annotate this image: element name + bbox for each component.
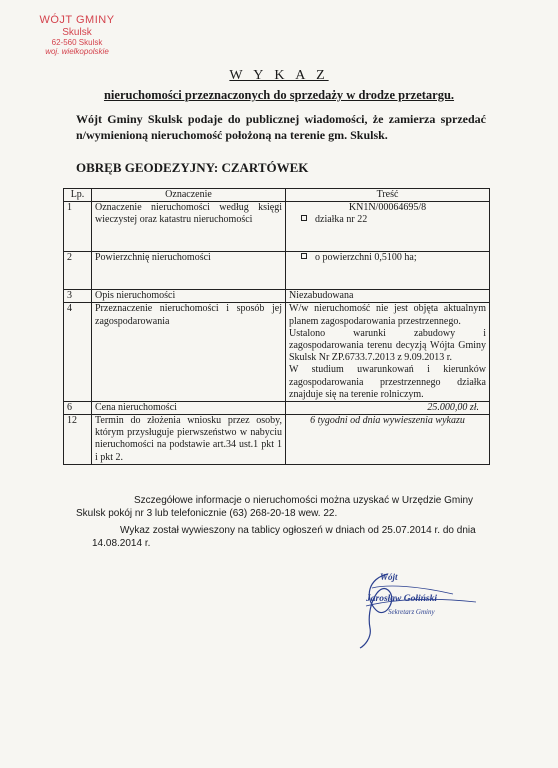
intro-paragraph: Wójt Gminy Skulsk podaje do publicznej wiadomości, że zamierza sprzedać n/wymienioną nieruchomość położoną na terenie gm. Skulsk. xyxy=(76,112,486,142)
property-table xyxy=(63,188,490,465)
row-lp: 3 xyxy=(64,290,92,303)
row-content: Niezabudowana xyxy=(286,290,490,303)
price-value: 25.000,00 zł. xyxy=(286,401,490,414)
section-heading: OBRĘB GEODEZYJNY: CZARTÓWEK xyxy=(76,160,309,175)
land-register-number: KN1N/00064695/8 xyxy=(348,202,427,214)
header-oznaczenie: Oznaczenie xyxy=(92,189,286,202)
signature-block xyxy=(358,568,488,650)
table-row xyxy=(64,290,490,303)
row-lp: 12 xyxy=(64,415,92,465)
header-tresc: Treść xyxy=(286,189,490,202)
row-label: Termin do złożenia wniosku przez osoby, którym przysługuje pierwszeństwo w nabyciu nieruchomości na podstawie art.34 ust.1 pkt 1 i pkt 2. xyxy=(92,415,286,465)
row-lp: 1 xyxy=(64,202,92,252)
stamp-line-1: WÓJT GMINY xyxy=(39,14,115,26)
stamp-line-2: Skulsk xyxy=(62,26,92,38)
document-subtitle: nieruchomości przeznaczonych do sprzedaży w drodze przetargu. xyxy=(103,88,455,102)
zoning-decision: Ustalono warunki zabudowy i zagospodarowania terenu decyzją Wójta Gminy Skulsk Nr ZP.6733.7.2013 z 9.09.2013 r. xyxy=(289,327,486,364)
table-header-row xyxy=(64,189,490,202)
row-label: Powierzchnię nieruchomości xyxy=(92,252,286,290)
signature-role: Sekretarz Gminy xyxy=(388,608,435,616)
table-row xyxy=(64,415,490,465)
row-label: Przeznaczenie nieruchomości i sposób jej zagospodarowania xyxy=(92,303,286,402)
table-row xyxy=(64,202,490,252)
row-lp: 2 xyxy=(64,252,92,290)
plot-number: działka nr 22 xyxy=(289,214,486,226)
deadline-value: 6 tygodni od dnia wywieszenia wykazu xyxy=(286,415,490,465)
row-lp: 4 xyxy=(64,303,92,402)
plan-status: W/w nieruchomość nie jest objęta aktualnym planem zagospodarowania przestrzennego. xyxy=(289,303,486,327)
row-label: Oznaczenie nieruchomości według księgi wieczystej oraz katastru nieruchomości xyxy=(92,202,286,252)
document-title: W Y K A Z xyxy=(229,68,329,83)
header-lp: Lp. xyxy=(64,189,92,202)
row-lp: 6 xyxy=(64,401,92,414)
posting-paragraph: Wykaz został wywieszony na tablicy ogłoszeń w dniach od 25.07.2014 r. do dnia 14.08.2014 r. xyxy=(92,525,476,549)
area-value: o powierzchni 0,5100 ha; xyxy=(289,252,486,264)
row-label: Cena nieruchomości xyxy=(92,401,286,414)
row-content xyxy=(286,303,490,402)
row-content xyxy=(286,252,490,290)
stamp-line-3: 62-560 Skulsk xyxy=(51,38,103,48)
signature-title: Wójt xyxy=(380,572,398,582)
study-info: W studium uwarunkowań i kierunków zagospodarowania przestrzennego działka znajduje się na terenie rolniczym. xyxy=(289,364,486,400)
official-stamp xyxy=(22,14,132,57)
stamp-line-4: woj. wielkopolskie xyxy=(45,47,109,57)
table-row xyxy=(64,252,490,290)
row-content xyxy=(286,202,490,252)
info-paragraph: Szczegółowe informacje o nieruchomości można uzyskać w Urzędzie Gminy Skulsk pokój nr 3 lub telefonicznie (63) 268-20-18 wew. 22. xyxy=(76,495,474,519)
table-row xyxy=(64,401,490,414)
row-label: Opis nieruchomości xyxy=(92,290,286,303)
signature-name: Jarosław Gołiński xyxy=(366,594,438,604)
table-row xyxy=(64,303,490,402)
